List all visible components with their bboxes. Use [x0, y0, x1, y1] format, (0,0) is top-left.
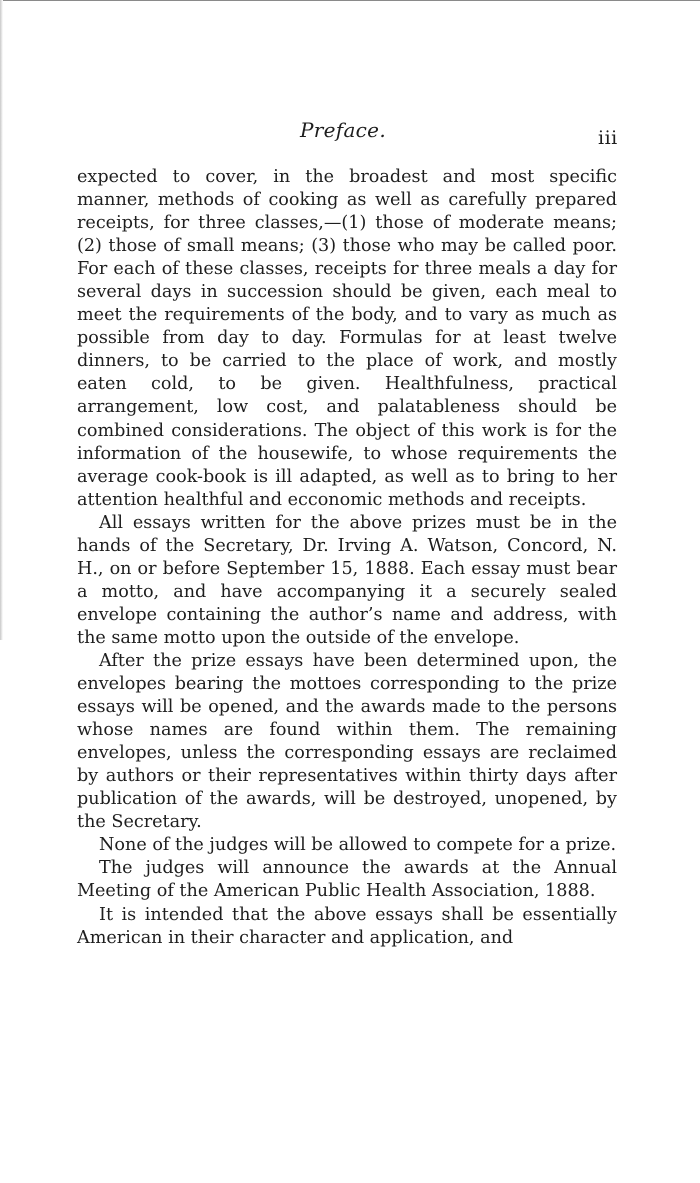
- body-text: [77, 166, 617, 950]
- paragraph-announcement: The judges will announce the awards at the Annual Meeting of the American Public Health Association, 1888.: [77, 858, 617, 902]
- paragraph-judges-eligibility: None of the judges will be allowed to compete for a prize.: [99, 835, 617, 856]
- paragraph-awards-procedure: After the prize essays have been determined upon, the envelopes bearing the mottoes corresponding to the prize essays will be opened, and the awards made to the persons whose names are found within them. The remaining envelopes, unless the corresponding essays are reclaimed by authors or their representatives within thirty days after publication of the awards, will be destroyed, unopened, by the Secretary.: [77, 650, 617, 833]
- running-head: Preface.: [300, 118, 386, 142]
- paragraph-continued: expected to cover, in the broadest and most specific manner, methods of cooking as well as carefully prepared receipts, for three classes,—(1) those of moderate means; (2) those of small means; (3) those who may be called poor. For each of these classes, receipts for three meals a day for several days in succession should be given, each meal to meet the requirements of the body, and to vary as much as possible from day to day. Formulas for at least twelve dinners, to be carried to the place of work, and mostly eaten cold, to be given. Healthfulness, practical arrangement, low cost, and palatableness should be combined considerations. The object of this work is for the information of the housewife, to whose requirements the average cook-book is ill adapted, as well as to bring to her attention healthful and ecconomic methods and receipts.: [77, 167, 617, 510]
- page-number: iii: [598, 127, 618, 149]
- page-top-edge: [0, 0, 700, 5]
- paragraph-american-character: It is intended that the above essays shall be essentially American in their character and application, and: [77, 904, 617, 948]
- page-header: [0, 118, 700, 158]
- paragraph-essay-submission: All essays written for the above prizes must be in the hands of the Secretary, Dr. Irving A. Watson, Concord, N. H., on or before September 15, 1888. Each essay must bear a motto, and have accompanying it a securely sealed envelope containing the author’s name and address, with the same motto upon the outside of the envelope.: [77, 512, 617, 648]
- binding-shadow: [0, 0, 3, 640]
